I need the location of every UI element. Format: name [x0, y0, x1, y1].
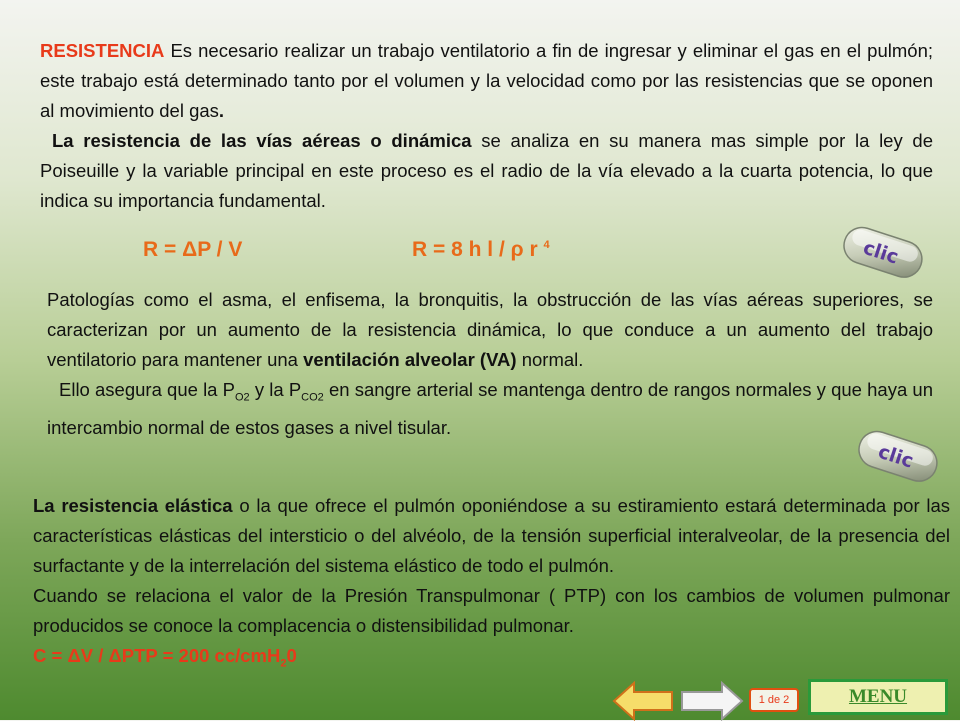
para1-end: . [218, 100, 225, 121]
para2-text: se analiza en su manera mas simple por la ley de Poiseuille y la variable principal en este proceso es el radio de la vía elevado a la cuarta potencia, lo que indica su importancia fundamental. [40, 130, 933, 211]
para6-text: Cuando se relaciona el valor de la Presión Transpulmonar ( PTP) con los cambios de volumen pulmonar producidos se conoce la complacencia o distensibilidad pulmonar. [33, 585, 950, 636]
formula-poiseuille [412, 238, 550, 262]
clic-label-1: clic [860, 236, 902, 269]
term-ventilacion-alveolar: ventilación alveolar (VA) [303, 349, 517, 370]
paragraph-patologias [47, 285, 933, 443]
next-arrow-icon[interactable] [680, 681, 744, 721]
term-resistencia: RESISTENCIA [40, 40, 165, 61]
formula-resistance-1: R = ΔP / V [143, 238, 243, 261]
prev-arrow-icon[interactable] [612, 681, 674, 721]
page-indicator: 1 de 2 [749, 688, 799, 712]
formula-complacencia-text: C = ΔV / ΔPTP = 200 cc/cmH [33, 645, 281, 666]
formula-complacencia-sub: 2 [280, 657, 287, 670]
term-resistencia-elastica: La resistencia elástica [33, 495, 233, 516]
clic-button-2[interactable] [850, 426, 945, 486]
para3-text-a: Patologías como el asma, el enfisema, la bronquitis, la obstrucción de las vías aéreas superiores, se caracterizan por un aumento de la resistencia dinámica, lo que conduce a un aumento del trabajo ventilatorio para mantener una [47, 289, 933, 370]
sub-o2: O2 [234, 391, 250, 404]
para4-text-b: y la P [249, 379, 302, 400]
para5-text: o la que ofrece el pulmón oponiéndose a su estiramiento estará determinada por las características elásticas del intersticio o del alvéolo, de la tensión superficial interalveolar, de la presencia del surfactante y de la interrelación del sistema elástico de todo el pulmón. [33, 495, 950, 576]
clic-button-1[interactable] [835, 222, 930, 282]
sub-co2: CO2 [301, 391, 324, 404]
formula-complacencia-end: 0 [286, 645, 297, 666]
para4-text-a: Ello asegura que la P [59, 379, 235, 400]
paragraph-resistencia-elastica [33, 491, 950, 679]
formula-poiseuille-exponent: 4 [543, 239, 550, 251]
term-resistencia-dinamica: La resistencia de las vías aéreas o dinámica [52, 130, 472, 151]
para3-text-b: normal. [516, 349, 584, 370]
formula-complacencia [33, 645, 297, 670]
para4-text-c: en sangre arterial se mantenga dentro de rangos normales y que haya un intercambio normal de estos gases a nivel tisular. [47, 379, 933, 438]
clic-label-2: clic [875, 440, 917, 473]
paragraph-resistencia [40, 36, 933, 216]
para1-text: Es necesario realizar un trabajo ventilatorio a fin de ingresar y eliminar el gas en el pulmón; este trabajo está determinado tanto por el volumen y la velocidad como por las resistencias que se oponen al movimiento del gas [40, 40, 933, 121]
menu-button[interactable]: MENU [808, 679, 948, 715]
formula-poiseuille-text: R = 8 h l / ρ r [412, 238, 538, 261]
